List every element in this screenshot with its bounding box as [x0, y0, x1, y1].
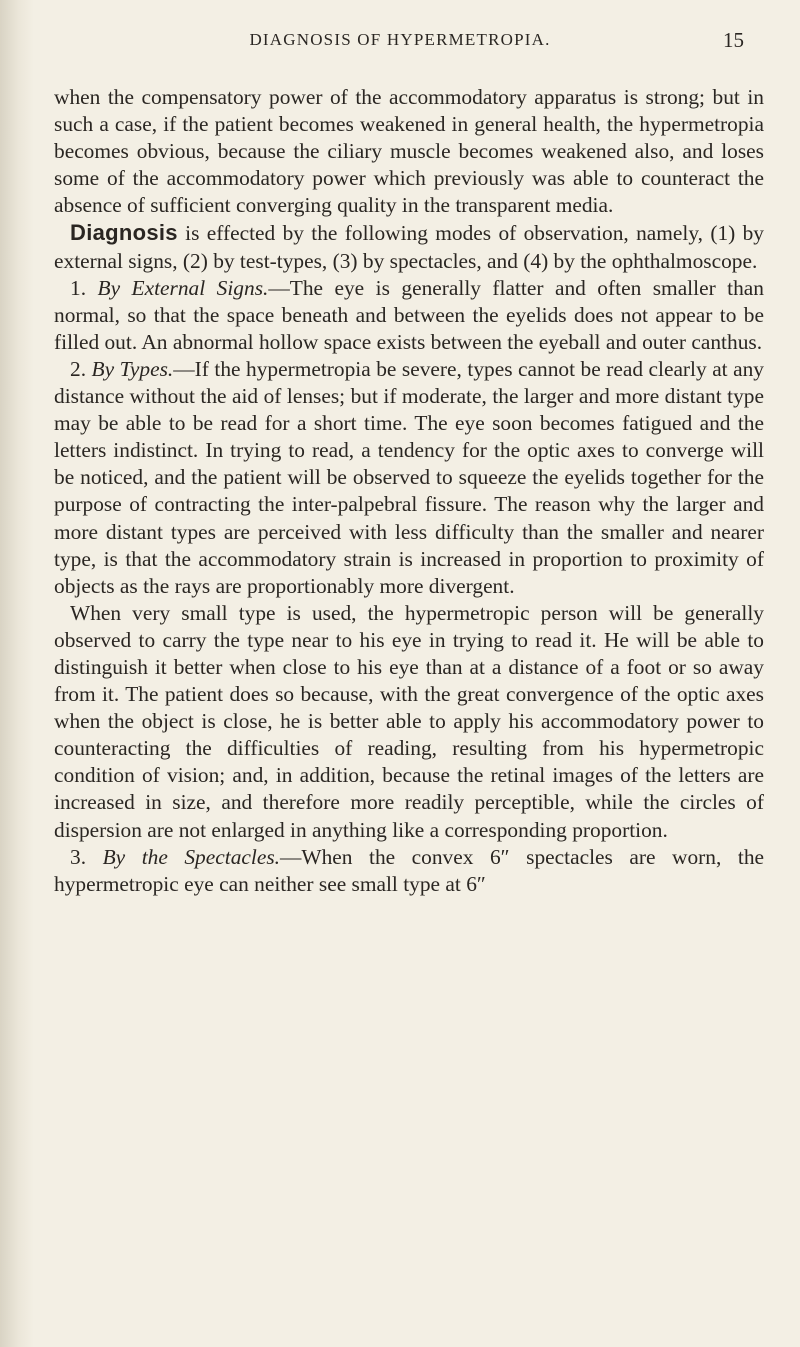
paragraph-external-signs: [54, 275, 764, 356]
subheading-external-signs: By External Signs.: [97, 275, 269, 300]
paragraph-diagnosis: [54, 219, 764, 274]
paragraph-external-signs-text: —The eye is generally flatter and often smaller than normal, so that the space beneath and between the eyelids does not appear to be filled out. An abnormal hollow space exists between the eyeball and outer canthus.: [54, 275, 764, 354]
subheading-spectacles: By the Spectacles.: [102, 844, 280, 869]
page-header: [0, 30, 800, 60]
page-edge-shadow: [0, 0, 34, 1347]
paragraph-types: [54, 356, 764, 600]
paragraph-small-type: When very small type is used, the hypermetropic person will be generally observed to carry the type near to his eye in trying to read it. He will be able to distinguish it better when close to his eye than at a distance of a foot or so away from it. The patient does so because, with the great convergence of the optic axes when the object is close, he is better able to apply his accommodatory power to counteracting the difficulties of reading, resulting from his hypermetropic condition of vision; and, in addition, because the retinal images of the letters are increased in size, and therefore more readily perceptible, while the circles of dispersion are not enlarged in anything like a corresponding proportion.: [54, 600, 764, 842]
section-heading-diagnosis: Diagnosis: [70, 220, 178, 246]
running-head: DIAGNOSIS OF HYPERMETROPIA.: [249, 30, 551, 49]
item-number-3: 3.: [70, 844, 103, 869]
subheading-types: By Types.: [91, 356, 174, 381]
page-number: 15: [723, 28, 744, 52]
paragraph-continuation: when the compensatory power of the accommodatory apparatus is strong; but in such a case, if the patient becomes weakened in general health, the hypermetropia becomes obvious, because the ciliary muscle becomes weakened also, and loses some of the accommodatory power which previously was able to counteract the absence of sufficient converging quality in the transparent media.: [54, 85, 764, 218]
item-number-1: 1.: [70, 275, 98, 300]
paragraph-types-text: —If the hypermetropia be severe, types cannot be read clearly at any distance without the aid of lenses; but if moderate, the larger and more distant type may be able to be read for a short time. The eye soon becomes fatigued and the letters indistinct. In trying to read, a tendency for the optic axes to converge will be noticed, and the patient will be observed to squeeze the eyelids together for the purpose of contracting the inter-palpebral fissure. The reason why the larger and more distant types are perceived with less difficulty than the smaller and nearer type, is that the accommodatory strain is increased in proportion to proximity of objects as the rays are proportionably more divergent.: [54, 356, 765, 598]
paragraph-spectacles: [54, 844, 764, 898]
item-number-2: 2.: [70, 356, 92, 381]
paragraph-diagnosis-text: is effected by the following modes of observation, namely, (1) by external signs, (2) by test-types, (3) by spectacles, and (4) by the ophthalmoscope.: [54, 221, 764, 273]
body-text: [54, 84, 764, 898]
paragraph-spectacles-text: —When the convex 6″ spectacles are worn, the hypermetropic eye can neither see small type at 6″: [54, 844, 765, 896]
